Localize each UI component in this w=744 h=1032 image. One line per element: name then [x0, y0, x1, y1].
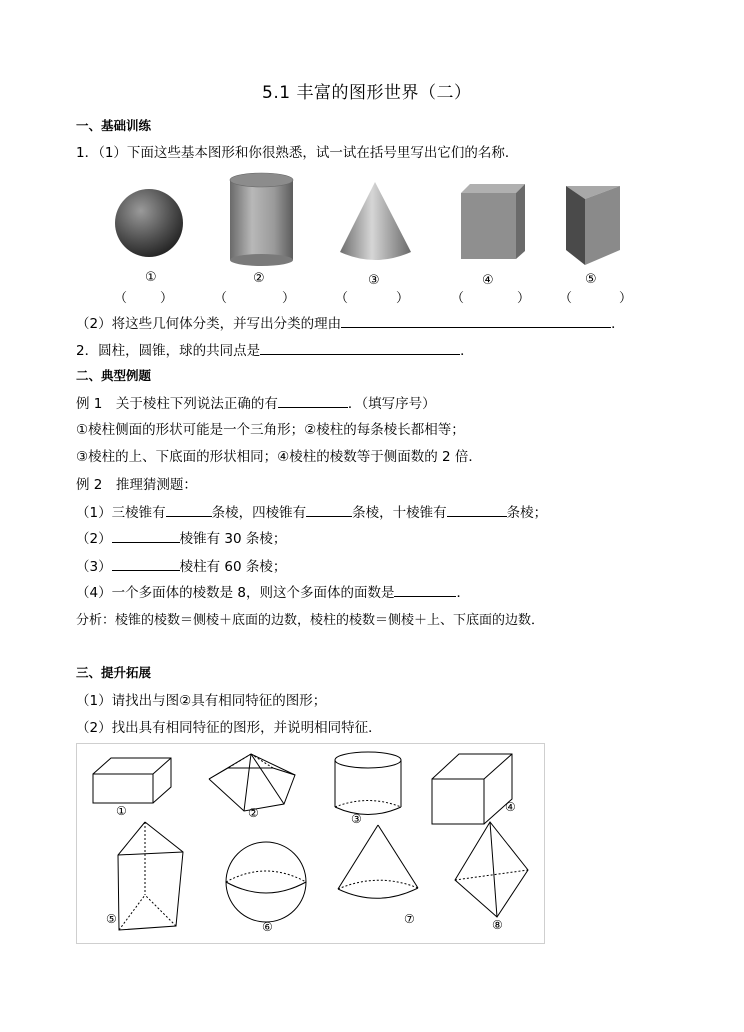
section-heading-examples: 二、典型例题	[76, 368, 152, 383]
answer-paren-4-right[interactable]: ）	[517, 291, 531, 306]
ex2-3-text-a: （3）	[76, 559, 112, 575]
question-1-2-text: （2）将这些几何体分类，并写出分类的理由	[76, 316, 342, 332]
cone-drawing	[338, 825, 418, 898]
answer-paren-5-right[interactable]: ）	[619, 291, 633, 306]
figure-label-8: ⑧	[492, 918, 503, 932]
example-1-head: 例 1 关于棱柱下列说法正确的有	[76, 396, 278, 412]
figure-label-7: ⑦	[404, 912, 415, 926]
figure-label-5: ⑤	[106, 912, 117, 926]
figure-label-4: ④	[505, 800, 516, 814]
example-2-head: 例 2 推理猜测题：	[76, 477, 197, 493]
ex2-4-text-b: ．	[456, 585, 470, 601]
answer-paren-3-left[interactable]: （	[335, 291, 349, 306]
section-heading-basic: 一、基础训练	[76, 118, 152, 133]
answer-paren-1-left[interactable]: （	[114, 291, 128, 306]
question-2-end: ．	[460, 343, 474, 359]
answer-paren-1-right[interactable]: ）	[160, 291, 174, 306]
pyramid-drawing	[209, 754, 295, 811]
answer-paren-2-right[interactable]: ）	[282, 291, 296, 306]
solid-label-2: ②	[253, 271, 265, 286]
answer-paren-3-right[interactable]: ）	[396, 291, 410, 306]
question-1-1: 1．（1）下面这些基本图形和你很熟悉，试一试在括号里写出它们的名称．	[76, 145, 519, 161]
answer-paren-5-left[interactable]: （	[559, 291, 573, 306]
page-title: 5.1 丰富的图形世界（二）	[262, 83, 472, 103]
question-2-text: 2．圆柱，圆锥，球的共同点是	[76, 343, 261, 359]
example-1-tail: ．（填写序号）	[347, 396, 436, 412]
ex2-1-text-d: 条棱；	[506, 505, 548, 521]
ex2-2-text-b: 棱锥有 30 条棱；	[179, 531, 287, 547]
ex2-1-text-b: 条棱，四棱锥有	[211, 505, 307, 521]
section-heading-extension: 三、提升拓展	[76, 665, 152, 680]
cuboid-drawing	[93, 758, 171, 803]
figure-label-6: ⑥	[262, 920, 273, 934]
ex2-1-text-c: 条棱，十棱锥有	[352, 505, 447, 521]
example-1-line1: ①棱柱侧面的形状可能是一个三角形；②棱柱的每条棱长都相等；	[76, 422, 465, 438]
figure-label-3: ③	[351, 812, 362, 826]
solid-label-3: ③	[368, 273, 380, 288]
bipyramid-drawing	[455, 822, 528, 917]
figure-label-1: ①	[116, 804, 127, 818]
ex2-3-text-b: 棱柱有 60 条棱；	[179, 559, 287, 575]
question-1-2-end: ．	[611, 316, 625, 332]
extension-question-1: （1）请找出与图②具有相同特征的图形；	[76, 693, 327, 709]
solid-label-5: ⑤	[585, 272, 597, 287]
cube-drawing	[432, 754, 512, 824]
ex2-2-text-a: （2）	[76, 531, 112, 547]
solid-label-4: ④	[482, 273, 494, 288]
figure-label-2: ②	[248, 806, 259, 820]
sphere-drawing	[226, 842, 306, 922]
answer-paren-4-left[interactable]: （	[451, 291, 465, 306]
example-1-line2: ③棱柱的上、下底面的形状相同；④棱柱的棱数等于侧面数的 2 倍．	[76, 449, 482, 465]
ex2-4-text-a: （4）一个多面体的棱数是 8，则这个多面体的面数是	[76, 585, 395, 601]
solid-label-1: ①	[145, 270, 157, 285]
answer-paren-2-left[interactable]: （	[214, 291, 228, 306]
analysis-text: 分析：棱锥的棱数＝侧棱＋底面的边数，棱柱的棱数＝侧棱＋上、下底面的边数．	[76, 613, 545, 628]
cylinder-drawing	[335, 752, 401, 815]
prism-drawing	[118, 822, 183, 930]
extension-question-2: （2）找出具有相同特征的图形，并说明相同特征．	[76, 720, 382, 736]
ex2-1-text-a: （1）三棱锥有	[76, 505, 166, 521]
